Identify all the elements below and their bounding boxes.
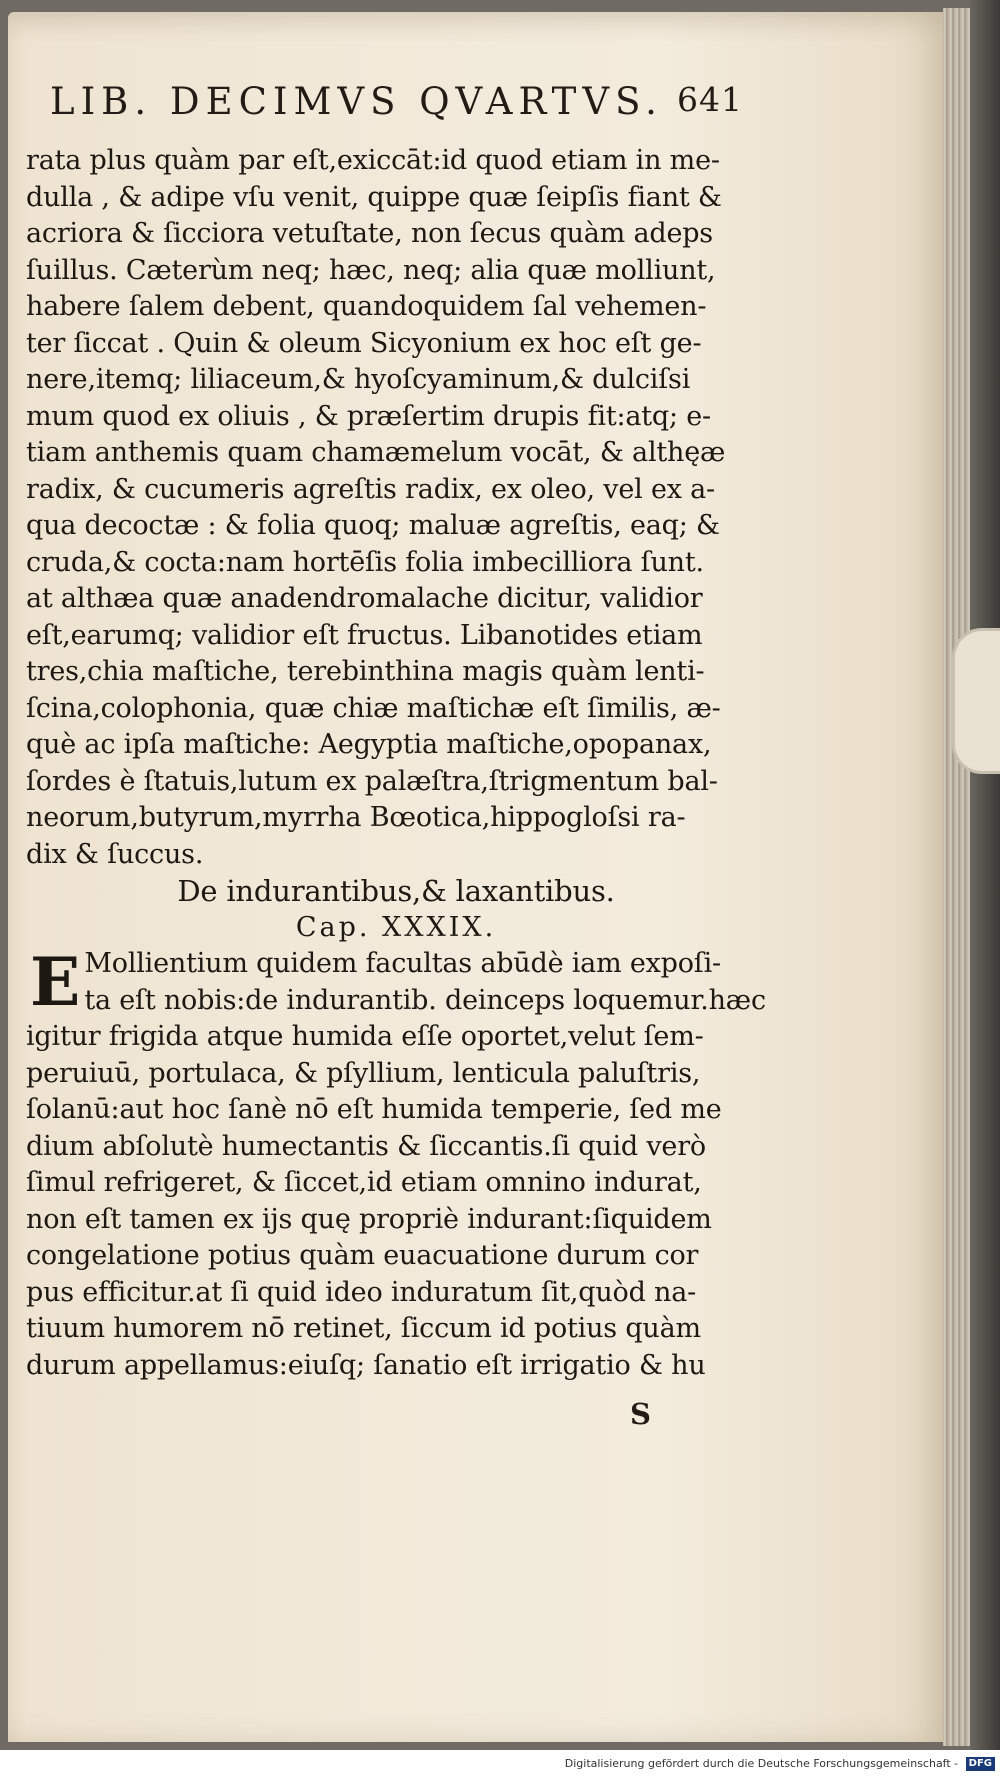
text-line: neorum,butyrum,myrrha Bœotica,hippogloſsi ra-: [26, 802, 686, 833]
text-line: dium abſolutè humectantis & ſiccantis.ſi quid verò: [26, 1130, 706, 1162]
book-cover-edge: [970, 0, 1000, 1750]
text-line: Mollientium quidem facultas abūdè iam expoſi-: [84, 948, 721, 979]
text-line: igitur frigida atque humida eſſe oportet,velut ſem-: [26, 1021, 704, 1052]
text-line: ſcina,colophonia, quæ chiæ maſtichæ eſt ſimilis, æ-: [26, 692, 721, 724]
running-header: [50, 80, 750, 130]
page-body: [26, 143, 766, 1384]
drop-cap: E: [30, 943, 81, 1021]
text-line: ſordes è ſtatuis,lutum ex palæſtra,ſtrigmentum bal-: [26, 765, 718, 797]
text-line: peruiuū, portulaca, & pſyllium, lenticula paluſtris,: [26, 1057, 701, 1089]
text-line: eſt,earumq; validior eſt fructus. Libanotides etiam: [26, 619, 703, 651]
signature-mark: S: [630, 1397, 651, 1431]
text-line: cruda,& cocta:nam hortēſis folia imbecilliora ſunt.: [26, 546, 704, 578]
body-lines-bottom: [26, 943, 766, 1384]
body-text-top: [26, 143, 766, 873]
text-line: tiuum humorem nō retinet, ſiccum id potius quàm: [26, 1313, 701, 1344]
text-line: ſolanū:aut hoc ſanè nō eſt humida temperie, ſed me: [26, 1094, 722, 1125]
text-line: ter ſiccat . Quin & oleum Sicyonium ex hoc eſt ge-: [26, 327, 702, 359]
page-clip-tab: [952, 628, 1000, 774]
dfg-logo: DFG: [966, 1757, 995, 1771]
text-line: durum appellamus:eiuſq; ſanatio eſt irrigatio & hu: [26, 1349, 706, 1381]
text-line: qua decoctæ : & folia quoq; maluæ agreſtis, eaq; &: [26, 510, 720, 541]
folio-number: 641: [677, 80, 743, 119]
text-line: non eſt tamen ex ijs quę propriè indurant:ſiquidem: [26, 1203, 712, 1235]
credit-text: Digitalisierung gefördert durch die Deutsche Forschungsgemeinschaft: [564, 1757, 951, 1770]
text-line: at althæa quæ anadendromalache dicitur, validior: [26, 583, 703, 614]
running-title: LIB. DECIMVS QVARTVS.: [50, 80, 663, 123]
text-line: ta eſt nobis:de indurantib. deinceps loquemur.hæc: [84, 984, 766, 1016]
text-line: nere,itemq; liliaceum,& hyoſcyaminum,& dulciſsi: [26, 364, 691, 395]
section-heading: De indurantibus,& laxantibus.: [177, 874, 615, 908]
text-line: dulla , & adipe vſu venit, quippe quæ ſeipſis fiant &: [26, 181, 722, 213]
text-line: mum quod ex oliuis , & præſertim drupis fit:atq; e-: [26, 400, 711, 432]
text-line: tres,chia maſtiche, terebinthina magis quàm lenti-: [26, 656, 705, 687]
text-line: pus efficitur.at ſi quid ideo induratum ſit,quòd na-: [26, 1276, 697, 1308]
text-line: dix & ſuccus.: [26, 838, 204, 870]
text-line: què ac ipſa maſtiche: Aegyptia maſtiche,opopanax,: [26, 729, 712, 760]
digitization-credit: Digitalisierung gefördert durch die Deutsche Forschungsgemeinschaft - DFG: [0, 1752, 995, 1776]
text-line: rata plus quàm par eſt,exiccāt:id quod etiam in me-: [26, 145, 720, 176]
text-line: ſuillus. Cæterùm neq; hæc, neq; alia quæ molliunt,: [26, 254, 716, 286]
text-line: acriora & ſicciora vetuſtate, non ſecus quàm adeps: [26, 218, 713, 249]
text-line: congelatione potius quàm euacuatione durum cor: [26, 1240, 699, 1271]
chapter-label: Cap. XXXIX.: [295, 911, 497, 943]
text-line: habere ſalem debent, quandoquidem ſal vehemen-: [26, 291, 707, 322]
text-line: radix, & cucumeris agreſtis radix, ex oleo, vel ex a-: [26, 473, 715, 505]
text-line: tiam anthemis quam chamæmelum vocāt, & althęæ: [26, 437, 726, 468]
text-line: ſimul refrigeret, & ſiccet,id etiam omnino indurat,: [26, 1167, 702, 1198]
body-text-bottom: [26, 943, 766, 1384]
